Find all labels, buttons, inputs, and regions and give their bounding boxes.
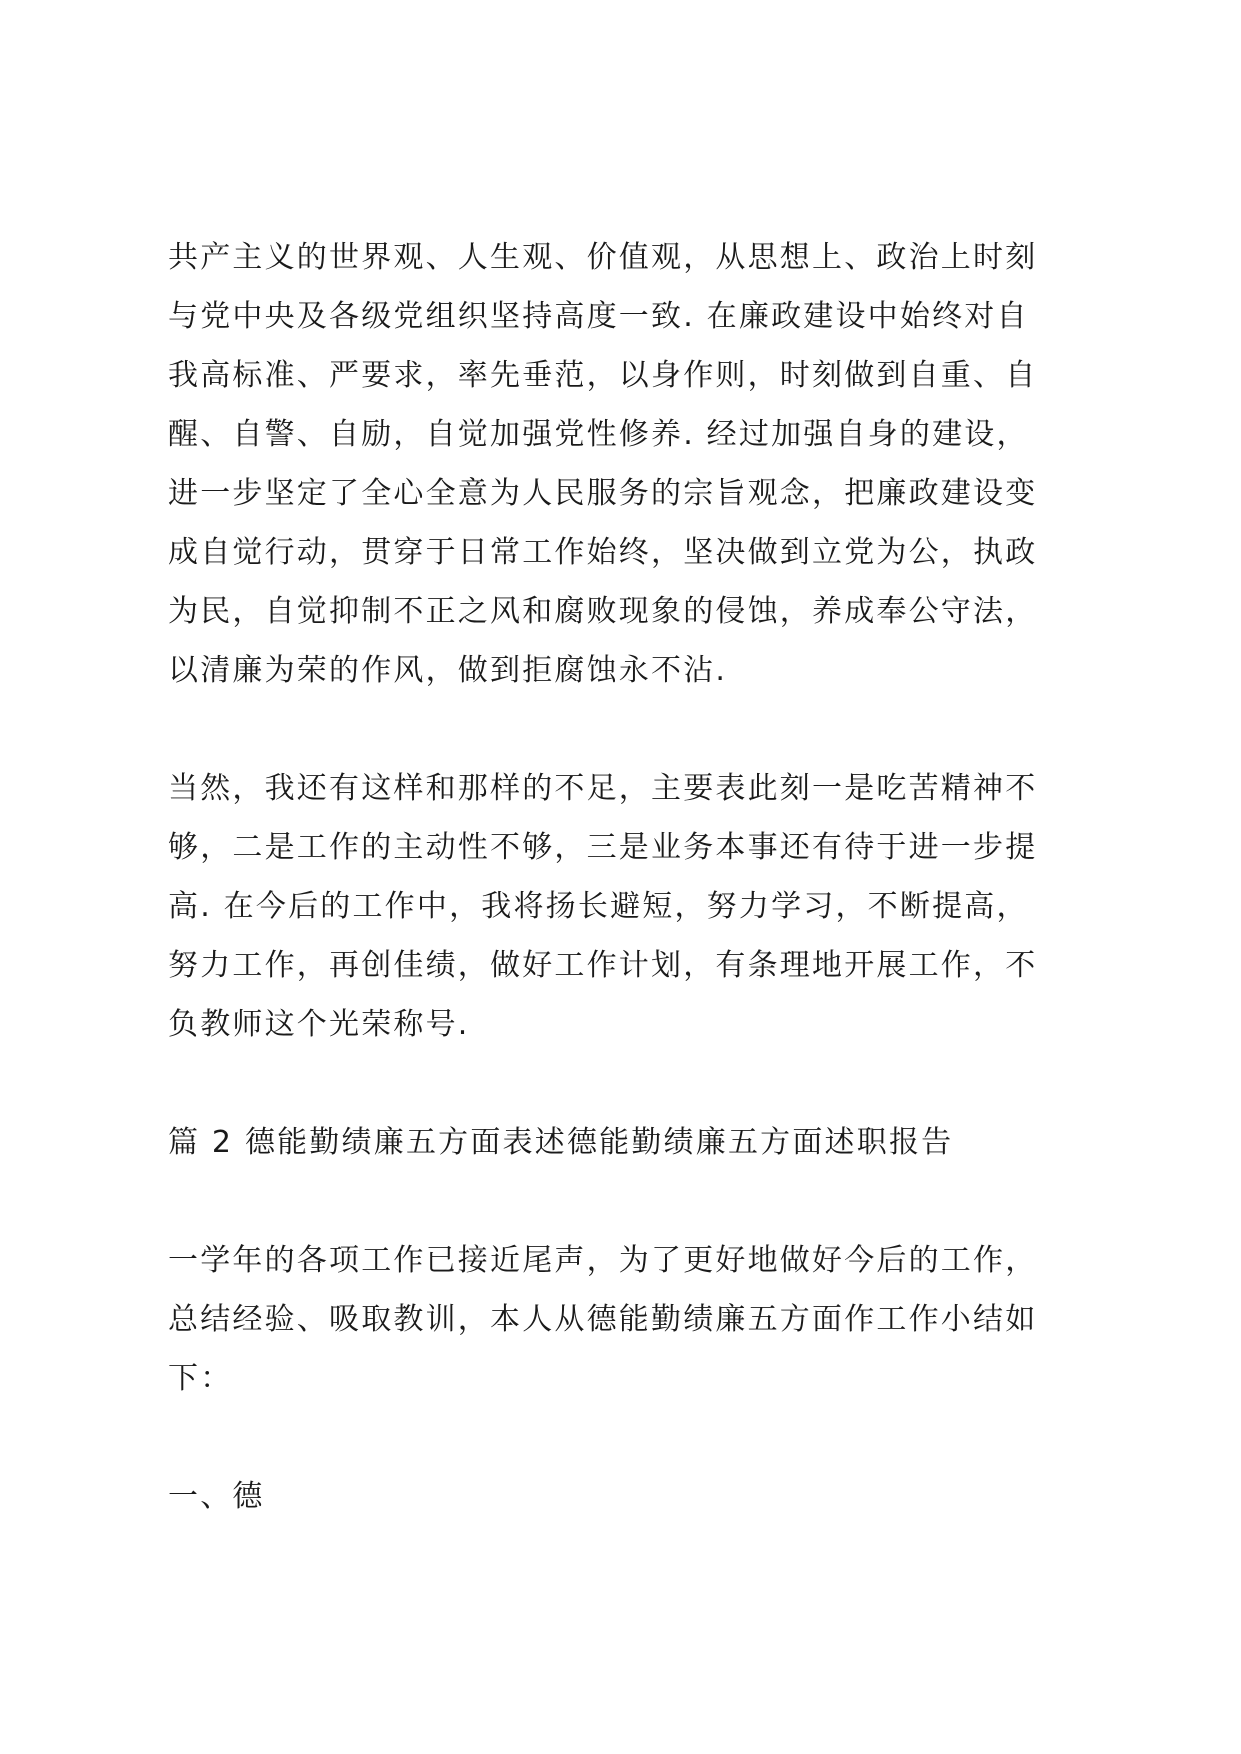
paragraph-integrity bbox=[168, 228, 1078, 700]
text-line: 一学年的各项工作已接近尾声，为了更好地做好今后的工作， bbox=[168, 1243, 1038, 1278]
text-line: 醒、自警、自励，自觉加强党性修养. 经过加强自身的建设， bbox=[168, 417, 1029, 452]
text-line: 以清廉为荣的作风，做到拒腐蚀永不沾. bbox=[168, 653, 728, 688]
paragraph-spacer bbox=[168, 1054, 1078, 1113]
paragraph-spacer bbox=[168, 1172, 1078, 1231]
text-line: 与党中央及各级党组织坚持高度一致. 在廉政建设中始终对自 bbox=[168, 299, 1029, 334]
text-line: 为民，自觉抑制不正之风和腐败现象的侵蚀，养成奉公守法， bbox=[168, 594, 1038, 629]
text-line: 成自觉行动，贯穿于日常工作始终，坚决做到立党为公，执政 bbox=[168, 535, 1038, 570]
text-line: 总结经验、吸取教训，本人从德能勤绩廉五方面作工作小结如 bbox=[168, 1302, 1038, 1337]
subsection-heading bbox=[168, 1467, 1078, 1526]
text-line: 够，二是工作的主动性不够，三是业务本事还有待于进一步提 bbox=[168, 830, 1038, 865]
heading-line: 篇 2 德能勤绩廉五方面表述德能勤绩廉五方面述职报告 bbox=[168, 1125, 954, 1160]
heading-line: 一、德 bbox=[168, 1479, 265, 1514]
text-line: 共产主义的世界观、人生观、价值观，从思想上、政治上时刻 bbox=[168, 240, 1038, 275]
text-line: 努力工作，再创佳绩，做好工作计划，有条理地开展工作，不 bbox=[168, 948, 1038, 983]
text-line: 当然，我还有这样和那样的不足，主要表此刻一是吃苦精神不 bbox=[168, 771, 1038, 806]
text-line: 高. 在今后的工作中，我将扬长避短，努力学习，不断提高， bbox=[168, 889, 1029, 924]
text-line: 下： bbox=[168, 1361, 233, 1396]
paragraph-intro bbox=[168, 1231, 1078, 1408]
document-body bbox=[168, 228, 1078, 1526]
paragraph-shortcomings bbox=[168, 759, 1078, 1054]
paragraph-spacer bbox=[168, 1408, 1078, 1467]
section-heading bbox=[168, 1113, 1078, 1172]
text-line: 负教师这个光荣称号. bbox=[168, 1007, 470, 1042]
text-line: 进一步坚定了全心全意为人民服务的宗旨观念，把廉政建设变 bbox=[168, 476, 1038, 511]
paragraph-spacer bbox=[168, 700, 1078, 759]
text-line: 我高标准、严要求，率先垂范，以身作则，时刻做到自重、自 bbox=[168, 358, 1038, 393]
